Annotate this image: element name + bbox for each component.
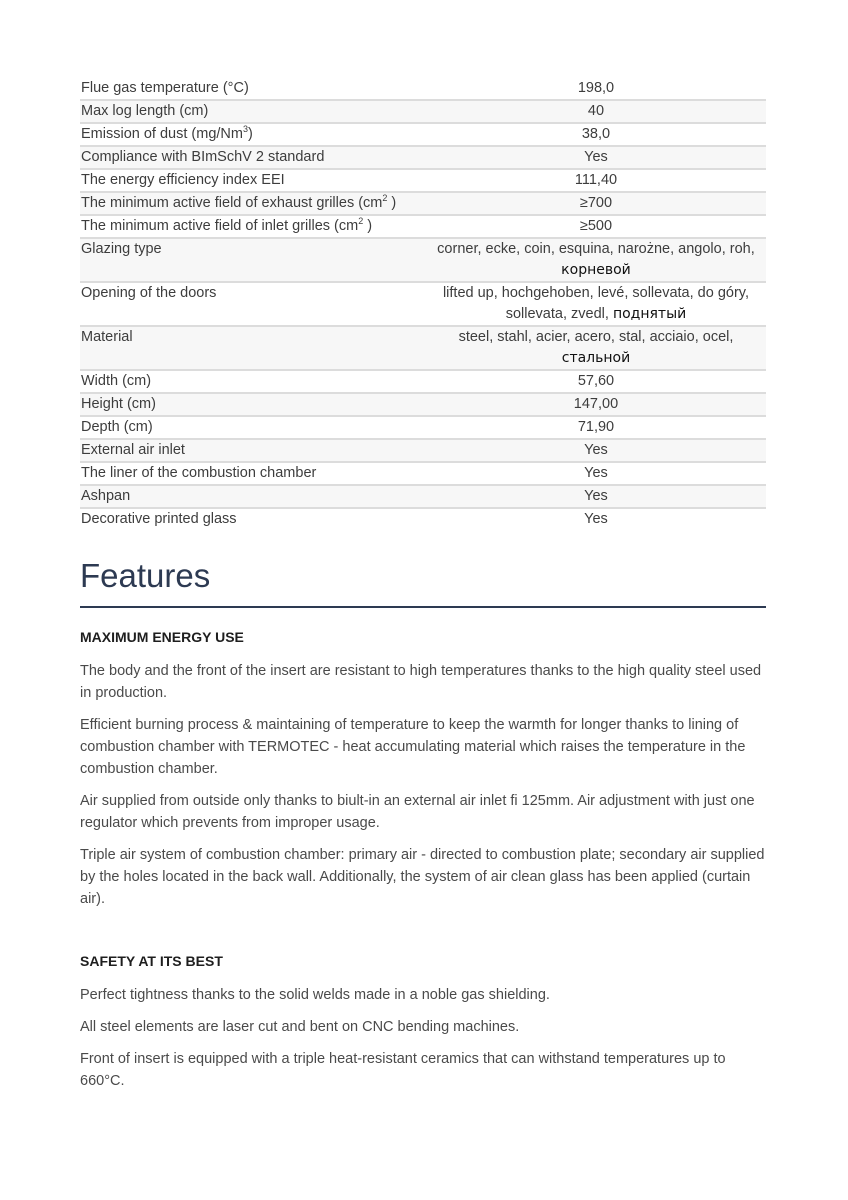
spec-value: 38,0 [581, 126, 611, 142]
table-row [80, 169, 766, 192]
spec-value: ≥700 [579, 195, 613, 211]
paragraph: Front of insert is equipped with a triple heat-resistant ceramics that can withstand temperatures up to 660°C. [80, 1051, 726, 1089]
table-row [80, 393, 766, 416]
spec-value: 111,40 [574, 172, 618, 188]
features-title: Features [80, 554, 766, 608]
section-heading: MAXIMUM ENERGY USE [80, 629, 244, 645]
spec-label: Ashpan [81, 488, 131, 504]
section-heading: SAFETY AT ITS BEST [80, 953, 223, 969]
paragraph: The body and the front of the insert are resistant to high temperatures thanks to the high quality steel used in production. [80, 663, 762, 701]
table-row [80, 485, 766, 508]
table-row [80, 508, 766, 530]
spec-label: Material [81, 329, 133, 345]
paragraph: Triple air system of combustion chamber: primary air - directed to combustion plate; secondary air supplied by the holes located in the back wall. Additionally, the system of air clean glass has been applied (curtain air). [80, 847, 765, 907]
table-row [80, 282, 766, 326]
paragraph: All steel elements are laser cut and bent on CNC bending machines. [80, 1019, 520, 1035]
table-row [80, 215, 766, 238]
spec-value: corner, ecke, coin, esquina, narożne, angolo, roh, корневой [437, 241, 755, 278]
paragraph: Air supplied from outside only thanks to biult-in an external air inlet fi 125mm. Air adjustment with just one regulator which prevents from improper usage. [80, 793, 755, 831]
spec-value: lifted up, hochgehoben, levé, sollevata, do góry, sollevata, zvedl, поднятый [442, 285, 749, 322]
table-row [80, 78, 766, 100]
spec-label: The minimum active field of exhaust grilles ($cm^2$ ) [81, 193, 397, 211]
spec-label: The energy efficiency index EEI [81, 172, 285, 188]
spec-label: Max log length (cm) [81, 103, 209, 119]
spec-label: Flue gas temperature (°C) [81, 80, 249, 96]
table-row [80, 462, 766, 485]
table-row [80, 326, 766, 370]
table-row [80, 146, 766, 169]
table-row [80, 123, 766, 146]
spec-label: Emission of dust (mg/Nm$^3$) [81, 124, 253, 142]
spec-value: 57,60 [577, 373, 615, 389]
spec-value: Yes [584, 442, 608, 458]
spec-value: Yes [584, 488, 608, 504]
spec-value: Yes [584, 465, 608, 481]
spec-label: Opening of the doors [81, 285, 217, 301]
document-page [80, 78, 766, 1092]
table-row [80, 370, 766, 393]
spec-value: steel, stahl, acier, acero, stal, acciaio, ocel, стальной [458, 329, 734, 366]
spec-value: 40 [587, 103, 605, 119]
table-row [80, 238, 766, 282]
specs-table [80, 78, 766, 530]
table-row [80, 100, 766, 123]
table-row [80, 416, 766, 439]
spec-value: 198,0 [577, 80, 615, 96]
spec-value: ≥500 [579, 218, 613, 234]
spec-label: Decorative printed glass [81, 511, 237, 527]
section-maximum-energy-use [80, 628, 766, 910]
spec-label: Depth (cm) [81, 419, 153, 435]
spec-label: Compliance with BImSchV 2 standard [81, 149, 325, 165]
spec-label: Glazing type [81, 241, 162, 257]
spec-value: 71,90 [577, 419, 615, 435]
spec-value: Yes [584, 511, 608, 527]
spec-label: The minimum active field of inlet grilles ($cm^2$ ) [81, 216, 373, 234]
table-row [80, 192, 766, 215]
spec-value: Yes [584, 149, 608, 165]
table-row [80, 439, 766, 462]
spec-label: External air inlet [81, 442, 185, 458]
spec-label: Width (cm) [81, 373, 152, 389]
paragraph: Efficient burning process & maintaining of temperature to keep the warmth for longer thanks to lining of combustion chamber with TERMOTEC - heat accumulating material which raises the temperature in the combustion chamber. [80, 717, 746, 777]
paragraph: Perfect tightness thanks to the solid welds made in a noble gas shielding. [80, 987, 550, 1003]
spec-value: 147,00 [573, 396, 619, 412]
spec-label: Height (cm) [81, 396, 156, 412]
spec-label: The liner of the combustion chamber [81, 465, 317, 481]
section-safety-at-its-best [80, 952, 766, 1092]
